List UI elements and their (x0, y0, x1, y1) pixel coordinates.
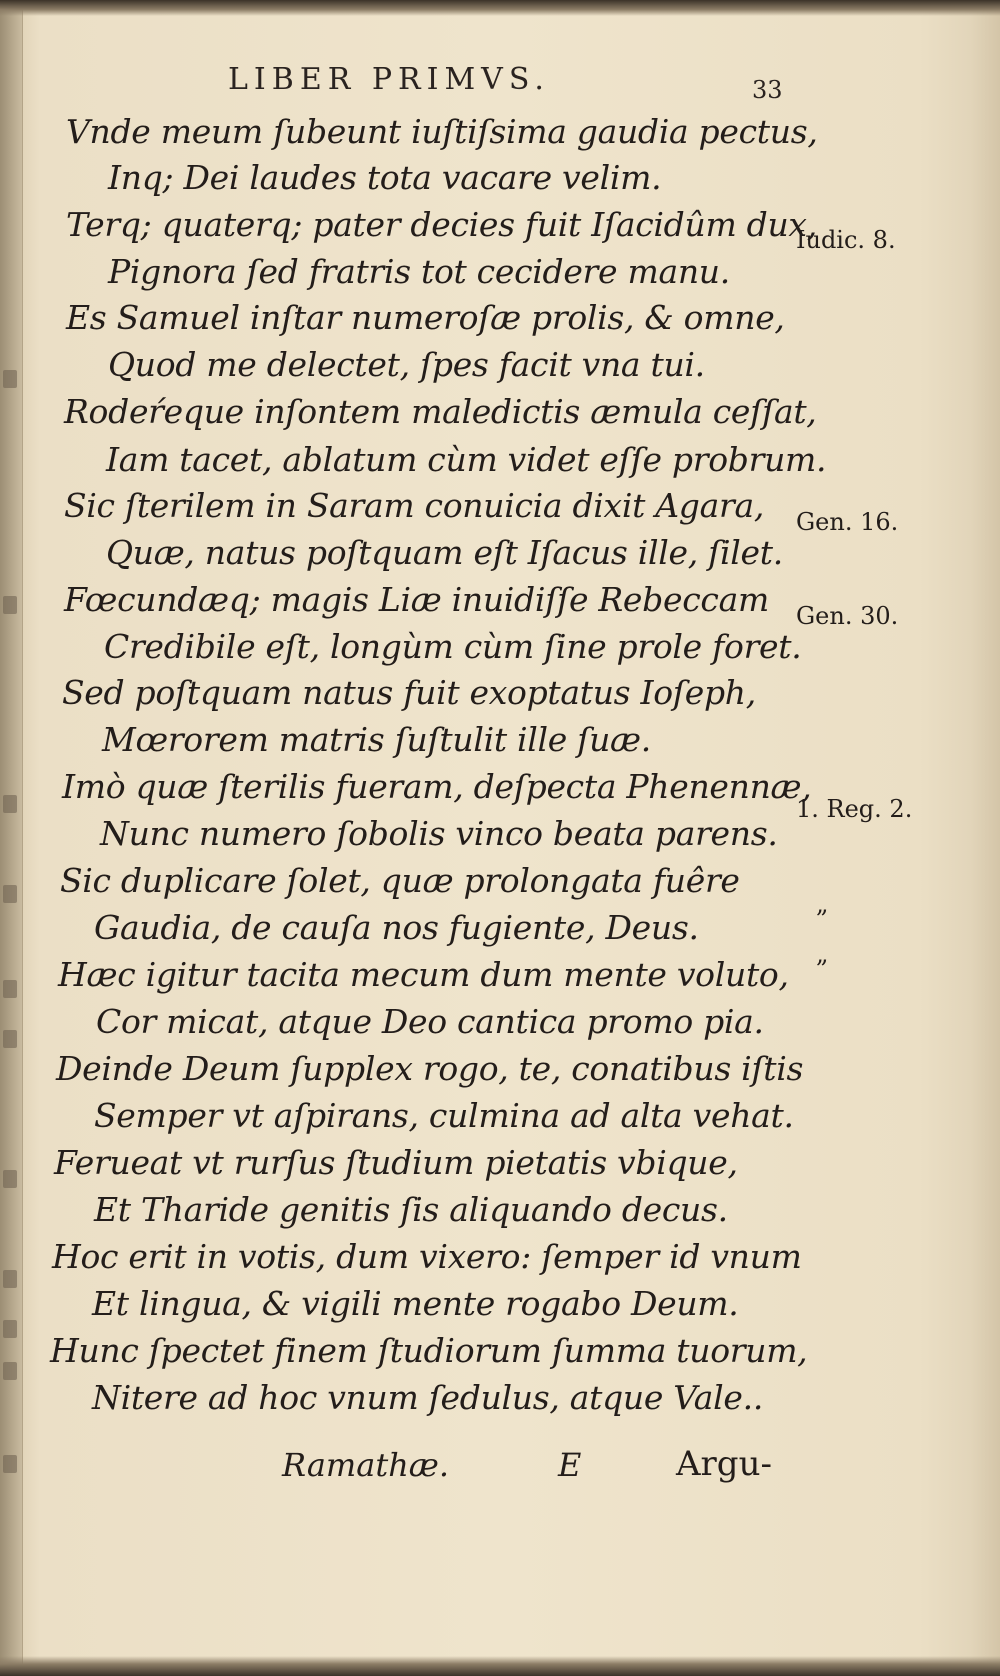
gutter-fragment (3, 1270, 17, 1288)
quotation-mark: „ (816, 890, 829, 918)
binding-gutter (0, 0, 23, 1676)
gutter-fragment (3, 885, 17, 903)
verse-line: Sic ſterilem in Saram conuicia dixit Agara, (64, 486, 765, 525)
margin-note: 1. Reg. 2. (796, 795, 913, 823)
verse-line: Pignora ſed fratris tot cecidere manu. (108, 252, 730, 291)
verse-line: Nitere ad hoc vnum ſedulus, atque Vale.. (92, 1378, 764, 1417)
page-bottom-shadow (0, 1656, 1000, 1676)
quotation-mark: „ (816, 940, 829, 968)
catchword: Argu- (676, 1444, 772, 1484)
verse-line: Sed poſtquam natus fuit exoptatus Ioſeph, (62, 673, 756, 712)
gutter-fragment (3, 1362, 17, 1380)
verse-line: Vnde meum ſubeunt iuſtiſsima gaudia pectus, (66, 112, 818, 151)
margin-note: Gen. 30. (796, 602, 899, 630)
verse-line: Rodeŕeque inſontem maledictis æmula ceſſat, (64, 392, 817, 431)
verse-line: Terq; quaterq; pater decies fuit Iſacidûm dux, (66, 205, 817, 244)
page-number: 33 (752, 76, 783, 104)
gutter-fragment (3, 1170, 17, 1188)
verse-line: Gaudia, de cauſa nos fugiente, Deus. (94, 908, 699, 947)
verse-line: Cor micat, atque Deo cantica promo pia. (96, 1002, 764, 1041)
place-line: Ramathæ. (282, 1446, 450, 1484)
verse-line: Hunc ſpectet finem ſtudiorum ſumma tuorum, (50, 1331, 808, 1370)
verse-line: Hoc erit in votis, dum vixero: ſemper id vnum (52, 1237, 802, 1276)
signature-mark: E (558, 1446, 582, 1484)
verse-line: Inq; Dei laudes tota vacare velim. (108, 158, 662, 197)
gutter-fragment (3, 370, 17, 388)
margin-note: Iudic. 8. (796, 226, 896, 254)
gutter-fragment (3, 1030, 17, 1048)
verse-line: Es Samuel inſtar numeroſæ prolis, & omne, (66, 298, 785, 337)
gutter-fragment (3, 596, 17, 614)
verse-line: Mœrorem matris ſuſtulit ille ſuæ. (102, 720, 651, 759)
verse-line: Fœcundæq; magis Liæ inuidiſſe Rebeccam (64, 580, 769, 619)
verse-line: Iam tacet, ablatum cùm videt eſſe probrum. (106, 440, 827, 479)
verse-line: Quod me delectet, ſpes facit vna tui. (108, 345, 705, 384)
verse-line: Et Tharide genitis ſis aliquando decus. (94, 1190, 728, 1229)
verse-line: Imò quæ ſterilis fueram, deſpecta Phenennæ, (62, 767, 812, 806)
verse-line: Deinde Deum ſupplex rogo, te, conatibus iſtis (56, 1049, 804, 1088)
margin-note: Gen. 16. (796, 508, 899, 536)
verse-line: Hæc igitur tacita mecum dum mente voluto, (58, 955, 789, 994)
verse-line: Quæ, natus poſtquam eſt Iſacus ille, ſilet. (106, 533, 783, 572)
verse-line: Credibile eſt, longùm cùm ſine prole foret. (104, 627, 802, 666)
page-top-shadow (0, 0, 1000, 16)
gutter-fragment (3, 1320, 17, 1338)
verse-line: Sic duplicare ſolet, quæ prolongata fuêre (60, 861, 740, 900)
gutter-fragment (3, 1455, 17, 1473)
running-title: LIBER PRIMVS. (228, 62, 550, 97)
verse-line: Ferueat vt rurſus ſtudium pietatis vbique, (54, 1143, 738, 1182)
verse-line: Nunc numero ſobolis vinco beata parens. (100, 814, 778, 853)
verse-line: Semper vt aſpirans, culmina ad alta vehat. (94, 1096, 794, 1135)
gutter-fragment (3, 795, 17, 813)
gutter-fragment (3, 980, 17, 998)
verse-line: Et lingua, & vigili mente rogabo Deum. (92, 1284, 739, 1323)
